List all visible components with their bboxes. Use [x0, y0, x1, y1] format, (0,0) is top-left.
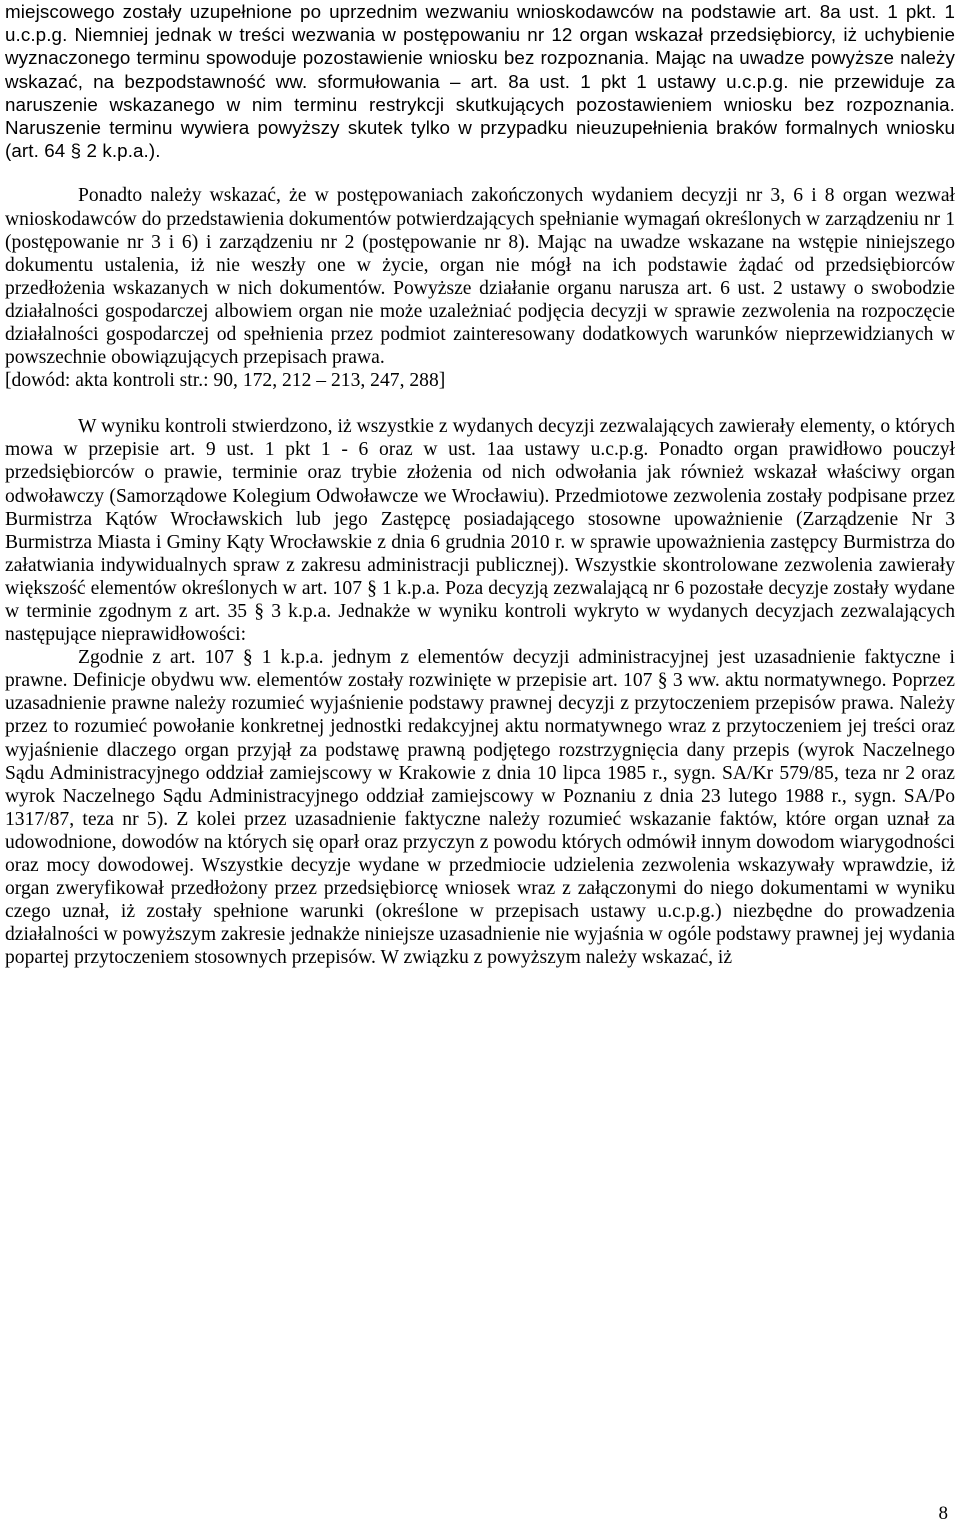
evidence-citation: [dowód: akta kontroli str.: 90, 172, 212 – 213, 247, 288]: [5, 370, 446, 392]
paragraph-regulations: Ponadto należy wskazać, że w postępowaniach zakończonych wydaniem decyzji nr 3, 6 i 8 organ wezwał wnioskodawców do przedstawienia dokumentów potwierdzających spełnianie wymagań określonych w zarządzeniu nr 1 (postępowanie nr 3 i 6) i zarządzeniu nr 2 (postępowanie nr 8). Mając na uwadze wskazane na wstępie niniejszego dokumentu ustalenia, iż nie weszły one w życie, organ nie mógł na ich podstawie żądać od przedsiębiorców przedłożenia wskazanych w nich dokumentów. Powyższe działanie organu narusza art. 6 ust. 2 ustawy o swobodzie działalności gospodarczej albowiem organ nie może uzależniać podjęcia decyzji w sprawie zezwolenia na rozpoczęcie działalności gospodarczej od spełnienia przez podmiot zainteresowany dodatkowych warunków nieprzewidzianych w powszechnie obowiązujących przepisach prawa.: [5, 185, 955, 369]
paragraph-justification: Zgodnie z art. 107 § 1 k.p.a. jednym z elementów decyzji administracyjnej jest uzasadnienie faktyczne i prawne. Definicje obydwu ww. elementów zostały rozwinięte w przepisie art. 107 § 3 ww. aktu normatywnego. Poprzez uzasadnienie prawne należy rozumieć wyjaśnienie podstawy prawnej decyzji z przytoczeniem przepisów prawa. Należy przez to rozumieć powołanie konkretnej jednostki redakcyjnej aktu normatywnego wraz z przytoczeniem jej treści oraz wyjaśnienie dlaczego organ przyjął za podstawę prawną podjętego rozstrzygnięcia dany przepis (wyrok Naczelnego Sądu Administracyjnego oddział zamiejscowy w Krakowie z dnia 10 lipca 1985 r., sygn. SA/Kr 579/85, teza nr 2 oraz wyrok Naczelnego Sądu Administracyjnego oddział zamiejscowy w Poznaniu z dnia 23 lutego 1988 r., sygn. SA/Po 1317/87, teza nr 5). Z kolei przez uzasadnienie faktyczne należy rozumieć wskazanie faktów, które organ uznał za udowodnione, dowodów na których się oparł oraz przyczyn z powodu których odmówił innym dowodom wiarygodności oraz mocy dowodowej. Wszystkie decyzje wydane w przedmiocie udzielenia zezwolenia wskazywały wprawdzie, iż organ zweryfikował przedłożony przez przedsiębiorcę wniosek wraz z załączonymi do niego dokumentami w wyniku czego uznał, iż zostały spełnione warunki (określone w przepisach ustawy u.c.p.g.) niezbędne do prowadzenia działalności w powyższym zakresie jednakże niniejsze uzasadnienie nie wyjaśnia w ogóle podstawy prawnej jej wydania popartej przytoczeniem stosownych przepisów. W związku z powyższym należy wskazać, iż: [5, 647, 955, 969]
page-number: 8: [938, 1503, 948, 1524]
paragraph-terms-violation: miejscowego zostały uzupełnione po uprzednim wezwaniu wnioskodawców na podstawie art. 8a ust. 1 pkt. 1 u.c.p.g. Niemniej jednak w treści wezwania w postępowaniu nr 12 organ wskazał przedsiębiorcy, iż uchybienie wyznaczonego terminu spowoduje pozostawienie wniosku bez rozpoznania. Mając na uwadze powyższe należy wskazać, na bezpodstawność ww. sformułowania – art. 8a ust. 1 pkt 1 ustawy u.c.p.g. nie przewiduje za naruszenie wskazanego w nim terminu restrykcji skutkujących pozostawieniem wniosku bez rozpoznania. Naruszenie terminu wywiera powyższy skutek tylko w przypadku nieuzupełnienia braków formalnych wniosku (art. 64 § 2 k.p.a.).: [5, 1, 955, 162]
paragraph-inspection-findings: W wyniku kontroli stwierdzono, iż wszystkie z wydanych decyzji zezwalających zawierały elementy, o których mowa w przepisie art. 9 ust. 1 pkt 1 - 6 oraz w ust. 1aa ustawy u.c.p.g. Ponadto organ prawidłowo pouczył przedsiębiorców o prawie, terminie oraz trybie złożenia od nich odwołania jak również wskazał właściwy organ odwoławczy (Samorządowe Kolegium Odwoławcze we Wrocławiu). Przedmiotowe zezwolenia zostały podpisane przez Burmistrza Kątów Wrocławskich lub jego Zastępcę posiadającego stosowne upoważnienie (Zarządzenie Nr 3 Burmistrza Miasta i Gminy Kąty Wrocławskie z dnia 6 grudnia 2010 r. w sprawie upoważnienia zastępcy Burmistrza do załatwiania indywidualnych spraw z zakresu administracji publicznej). Wszystkie skontrolowane zezwolenia zawierały większość elementów określonych w art. 107 § 1 k.p.a. Poza decyzją zezwalającą nr 6 pozostałe decyzje zostały wydane w terminie zgodnym z art. 35 § 3 k.p.a. Jednakże w wyniku kontroli wykryto w wydanych decyzjach zezwalających następujące nieprawidłowości:: [5, 416, 955, 646]
document-page: [5, 0, 955, 970]
